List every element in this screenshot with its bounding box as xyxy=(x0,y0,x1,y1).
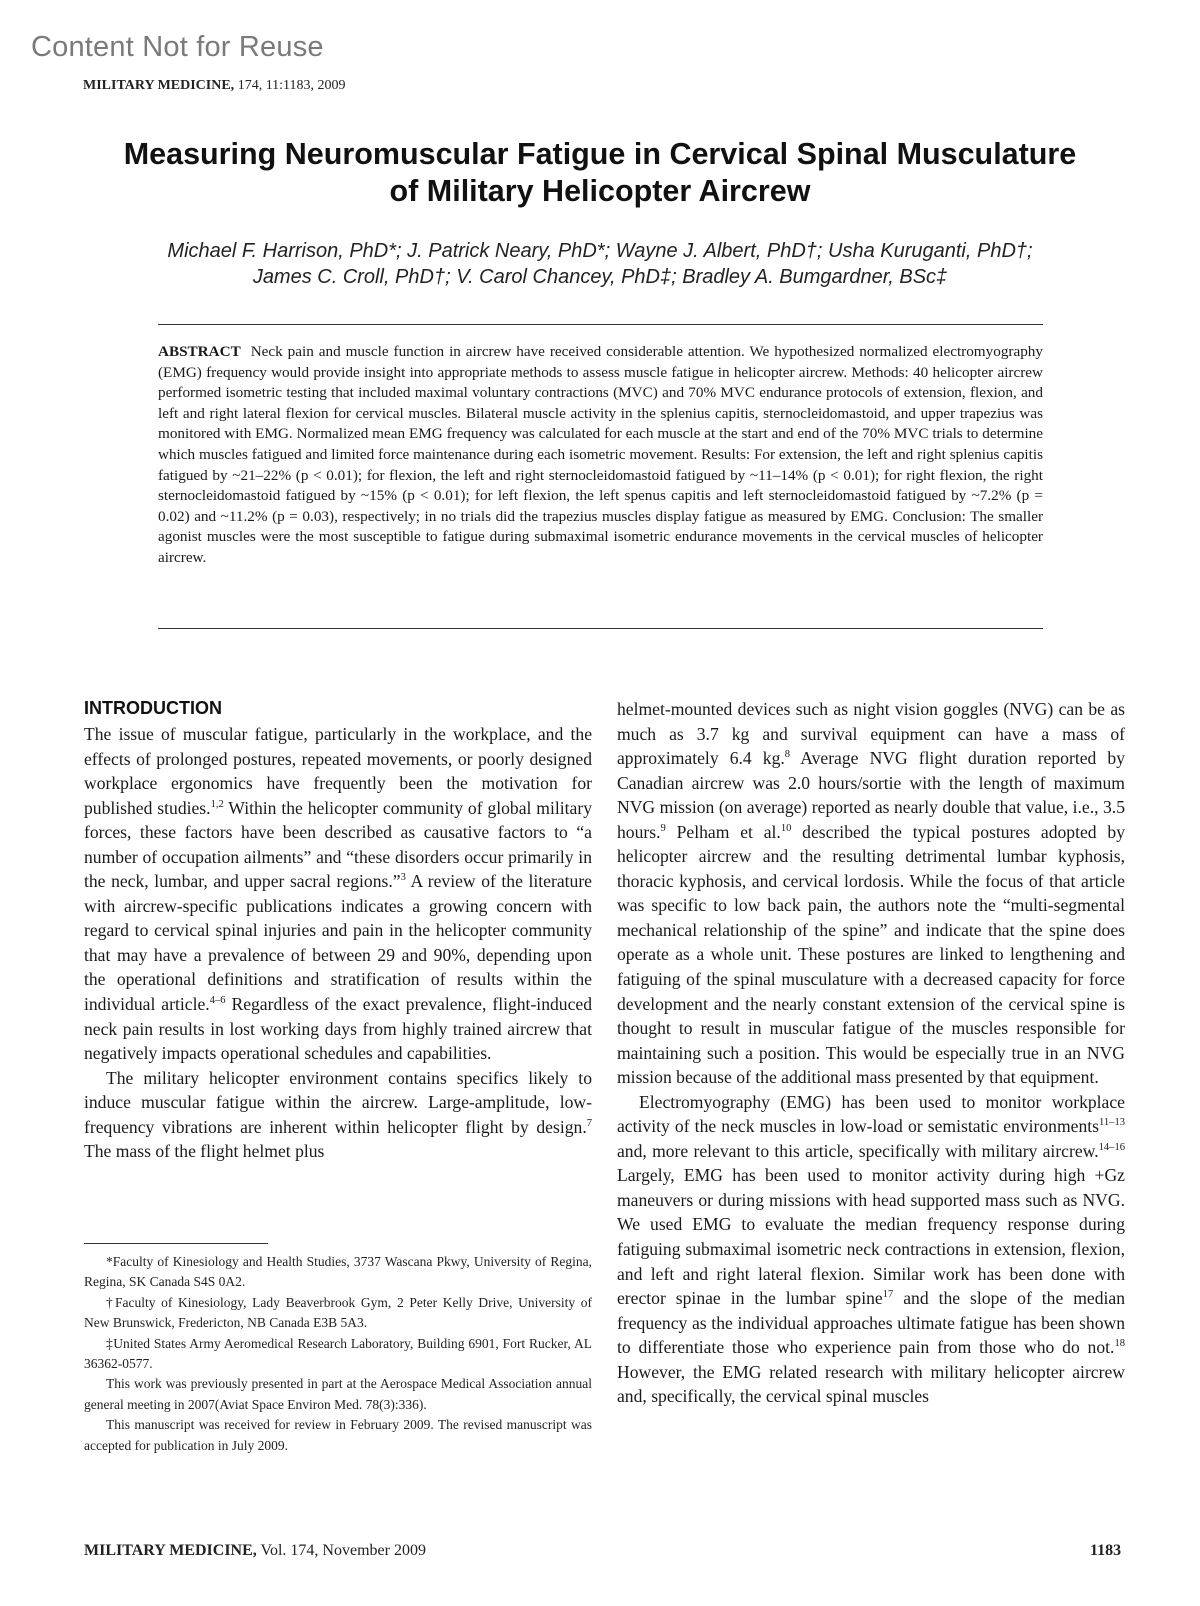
text-run: Regardless of the exact prevalence, flight-induced neck pain results in lost working days from highly trained aircrew that negatively impacts operational schedules and capabilities. xyxy=(84,994,592,1064)
page-number: 1183 xyxy=(1090,1542,1122,1559)
footnote-received: This manuscript was received for review in February 2009. The revised manuscript was accepted for publication in July 2009. xyxy=(84,1417,592,1453)
citation-ref: 17 xyxy=(882,1289,894,1301)
text-run: and, more relevant to this article, specifically with military aircrew. xyxy=(617,1140,1099,1161)
citation-ref: 1,2 xyxy=(210,798,224,810)
text-run: A review of the literature with aircrew-specific publications indicates a growing concern with regard to cervical spinal injuries and pain in the helicopter community that may have a prevalence of between 29 and 90%, depending upon the operational definitions and stratification of results within the individual article. xyxy=(84,871,592,1015)
citation-ref: 4–6 xyxy=(209,995,226,1007)
footnote-affiliation-3: ‡United States Army Aeromedical Research Laboratory, Building 6901, Fort Rucker, AL 36362-0577. xyxy=(84,1335,592,1372)
citation-ref: 11–13 xyxy=(1099,1117,1125,1129)
citation-ref: 9 xyxy=(660,822,666,834)
author-list xyxy=(60,238,1140,290)
watermark-text: Content Not for Reuse xyxy=(31,31,324,63)
text-run: However, the EMG related research with military helicopter aircrew and, specifically, the cervical spinal muscles xyxy=(617,1361,1125,1407)
footnote-rule xyxy=(84,1243,268,1244)
abstract-bottom-rule xyxy=(158,628,1043,629)
page-footer-journal xyxy=(84,1542,426,1560)
title-line-2: of Military Helicopter Aircrew xyxy=(389,174,811,208)
text-run: Pelham et al. xyxy=(665,821,781,842)
body-paragraph-4 xyxy=(617,1090,1125,1409)
footnotes xyxy=(84,1252,592,1456)
footnote-affiliation-1: *Faculty of Kinesiology and Health Studies, 3737 Wascana Pkwy, University of Regina, Regina, SK Canada S4S 0A2. xyxy=(84,1254,592,1290)
text-run: and the slope of the median frequency as the individual approaches ultimate fatigue has been shown to differentiate those who experience pain from those who do not. xyxy=(617,1288,1126,1358)
footnote-affiliation-2: †Faculty of Kinesiology, Lady Beaverbrook Gym, 2 Peter Kelly Drive, University of New Brunswick, Fredericton, NB Canada E3B 5A3. xyxy=(84,1294,592,1331)
journal-name: MILITARY MEDICINE, xyxy=(83,78,235,93)
footer-issue: Vol. 174, November 2009 xyxy=(256,1542,426,1559)
authors-line-1: Michael F. Harrison, PhD*; J. Patrick Neary, PhD*; Wayne J. Albert, PhD†; Usha Kuruganti, PhD†; xyxy=(167,240,1033,262)
citation-ref: 7 xyxy=(586,1117,592,1129)
text-run: Largely, EMG has been used to monitor activity during high +Gz maneuvers or during missions with head supported mass such as NVG. We used EMG to evaluate the median frequency response during fatiguing submaximal isometric neck contractions in extension, flexion, and left and right lateral flexion. Similar work has been done with erector spinae in the lumbar spine xyxy=(617,1165,1125,1309)
text-run: Within the helicopter community of global military forces, these factors have been described as causative factors to “a number of occupation ailments” and “these disorders occur primarily in the neck, lumbar, and upper sacral regions.” xyxy=(84,797,592,892)
footnote-presentation: This work was previously presented in part at the Aerospace Medical Association annual general meeting in 2007(Aviat Space Environ Med. 78(3):336). xyxy=(84,1376,592,1412)
text-run: The military helicopter environment contains specifics likely to induce muscular fatigue within the aircrew. Large-amplitude, low-frequency vibrations are inherent within helicopter flight by design. xyxy=(84,1067,592,1137)
footer-journal-name: MILITARY MEDICINE, xyxy=(84,1542,257,1559)
abstract-label: ABSTRACT xyxy=(158,343,241,360)
text-run: described the typical postures adopted by helicopter aircrew and the resulting detrimental lumbar kyphosis, thoracic kyphosis, and cervical lordosis. While the focus of that article was specific to low back pain, the authors note the “multi-segmental mechanical relationship of the spine” and indicate that the spine does operate as a whole unit. These postures are linked to lengthening and fatiguing of the spinal musculature with a decreased capacity for force development and the nearly constant extension of the cervical spine is thought to result in muscular fatigue of the muscles responsible for maintaining such a position. This would be especially true in an NVG mission because of the additional mass presented by that equipment. xyxy=(617,821,1125,1088)
text-run: Electromyography (EMG) has been used to monitor workplace activity of the neck muscles in low-load or semistatic environments xyxy=(617,1091,1125,1137)
article-title xyxy=(60,136,1140,210)
text-run: The issue of muscular fatigue, particularly in the workplace, and the effects of prolonged postures, repeated movements, or poorly designed workplace ergonomics have frequently been the motivation for published studies. xyxy=(84,724,592,818)
title-line-1: Measuring Neuromuscular Fatigue in Cervical Spinal Musculature xyxy=(123,137,1077,171)
body-paragraph-3 xyxy=(617,697,1125,1090)
intro-paragraph-1 xyxy=(84,722,592,1066)
intro-paragraph-2 xyxy=(84,1066,592,1164)
citation-ref: 8 xyxy=(784,749,791,761)
right-column xyxy=(617,697,1125,1409)
citation-ref: 10 xyxy=(780,822,792,834)
left-column xyxy=(84,722,592,1164)
abstract-block xyxy=(158,342,1043,569)
journal-citation: 174, 11:1183, 2009 xyxy=(234,78,346,93)
authors-line-2: James C. Croll, PhD†; V. Carol Chancey, PhD‡; Bradley A. Bumgardner, BSc‡ xyxy=(252,266,948,288)
abstract-top-rule xyxy=(158,324,1043,325)
journal-header xyxy=(83,78,346,94)
text-run: Average NVG flight duration reported by Canadian aircrew was 2.0 hours/sortie with the length of maximum NVG mission (on average) reported as nearly double that value, i.e., 3.5 hours. xyxy=(617,748,1125,842)
section-heading-introduction: INTRODUCTION xyxy=(84,698,222,718)
text-run: helmet-mounted devices such as night vision goggles (NVG) can be as much as 3.7 kg and survival equipment can have a mass of approximately 6.4 kg. xyxy=(617,699,1125,769)
citation-ref: 3 xyxy=(400,872,406,884)
citation-ref: 14–16 xyxy=(1098,1141,1125,1153)
text-run: The mass of the flight helmet plus xyxy=(84,1141,325,1162)
citation-ref: 18 xyxy=(1114,1338,1125,1350)
abstract-text: Neck pain and muscle function in aircrew have received considerable attention. We hypothesized normalized electromyography (EMG) frequency would provide insight into appropriate methods to assess muscle fatigue in helicopter aircrew. Methods: 40 helicopter aircrew performed isometric testing that included maximal voluntary contractions (MVC) and 70% MVC endurance protocols of extension, flexion, and left and right lateral flexion for cervical muscles. Bilateral muscle activity in the splenius capitis, sternocleidomastoid, and upper trapezius was monitored with EMG. Normalized mean EMG frequency was calculated for each muscle at the start and end of the 70% MVC trials to determine which muscles fatigued and limited force maintenance during each isometric movement. Results: For extension, the left and right splenius capitis fatigued by ~21–22% (p < 0.01); for flexion, the left and right sternocleidomastoid fatigued by ~11–14% (p < 0.01); for right flexion, the right sternocleidomastoid fatigued by ~15% (p < 0.01); for left flexion, the left spenus capitis and left sternocleidomastoid fatigued by ~7.2% (p = 0.02) and ~11.2% (p = 0.03), respectively; in no trials did the trapezius muscles display fatigue as measured by EMG. Conclusion: The smaller agonist muscles were the most susceptible to fatigue during submaximal isometric endurance movements in the cervical muscles of helicopter aircrew. xyxy=(158,343,1043,566)
